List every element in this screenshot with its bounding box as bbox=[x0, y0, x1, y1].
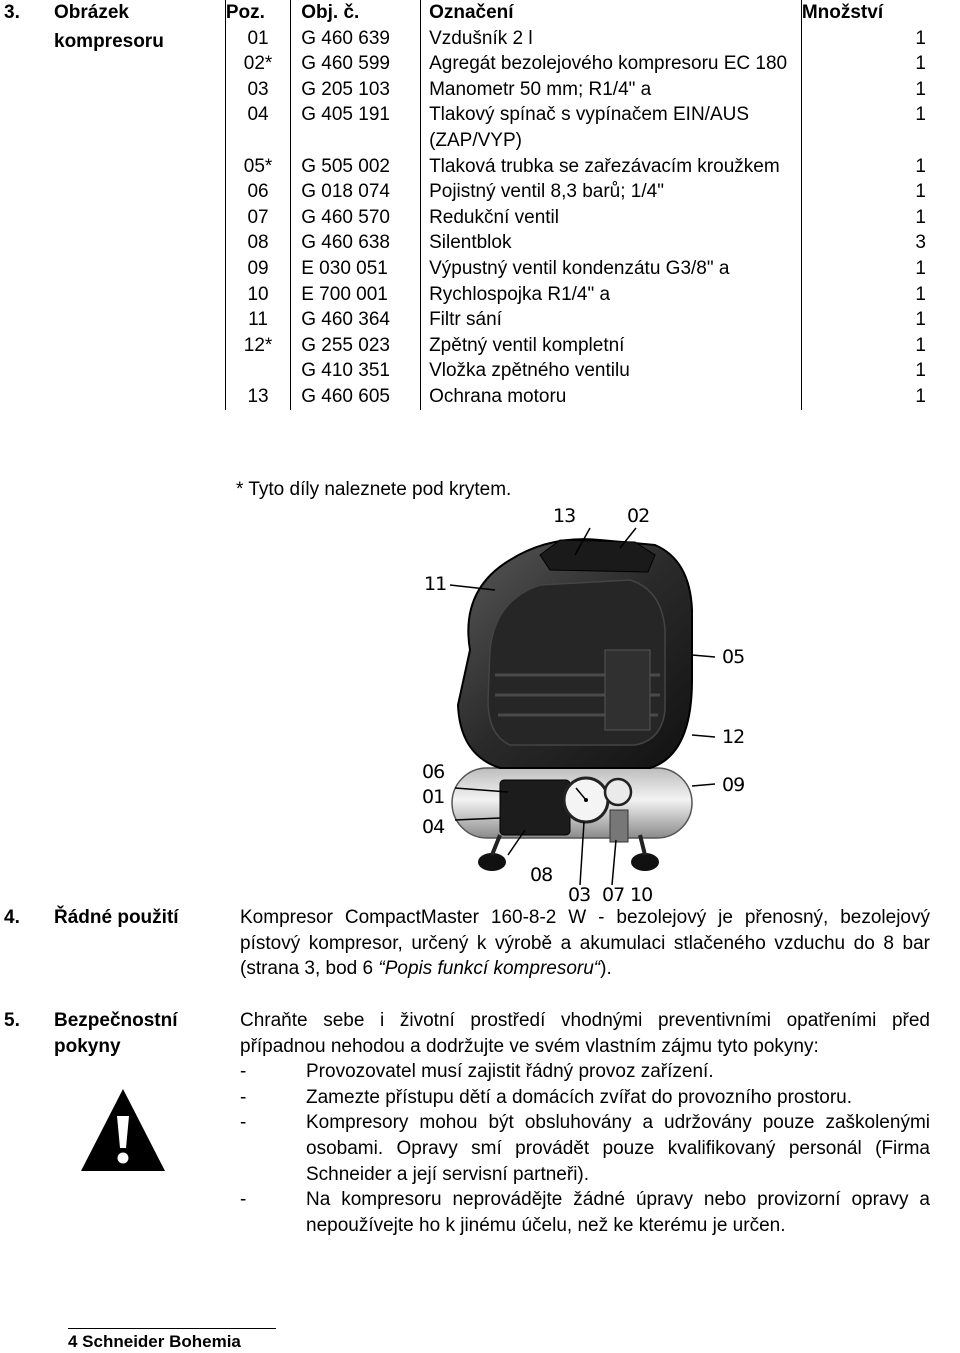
hood-side-panel bbox=[605, 650, 650, 730]
position-cell: 04 bbox=[225, 102, 290, 153]
table-row bbox=[0, 282, 960, 308]
position-cell bbox=[225, 358, 290, 384]
designation-cell: Tlakový spínač s vypínačem EIN/AUS (ZAP/VYP) bbox=[421, 102, 802, 153]
bullet-dash: - bbox=[240, 1189, 247, 1211]
bullet-text: Na kompresoru neprovádějte žádné úpravy nebo provizorní opravy a nepoužívejte ho k jinému účelu, než ke kterému je určen. bbox=[306, 1189, 930, 1236]
designation-cell: Výpustný ventil kondenzátu G3/8" a bbox=[421, 256, 802, 282]
section-3-title-line2: kompresoru bbox=[54, 31, 164, 52]
table-row-spacer bbox=[0, 179, 225, 205]
position-cell: 10 bbox=[225, 282, 290, 308]
parts-table-body bbox=[0, 26, 960, 410]
bullet-text: Kompresory mohou být obsluhovány a udržovány pouze zaškolenými osobami. Opravy smí provádět pouze kvalifikovaný personál (Firma Schneider a její servisní partneři). bbox=[306, 1112, 930, 1185]
table-row-spacer bbox=[0, 358, 225, 384]
callout-07: 07 bbox=[602, 884, 625, 906]
bullet-dash: - bbox=[240, 1061, 247, 1083]
callout-10: 10 bbox=[630, 884, 653, 906]
table-row-spacer bbox=[0, 282, 225, 308]
table-row bbox=[0, 333, 960, 359]
designation-cell: Rychlospojka R1/4" a bbox=[421, 282, 802, 308]
table-row-spacer bbox=[0, 333, 225, 359]
quantity-cell: 1 bbox=[801, 307, 960, 333]
exclamation-triangle-icon bbox=[78, 1086, 168, 1174]
quantity-cell: 1 bbox=[801, 384, 960, 410]
section-4-title: Řádné použití bbox=[54, 907, 179, 928]
table-row bbox=[0, 384, 960, 410]
section-4-text bbox=[240, 905, 930, 982]
table-header-row bbox=[0, 0, 960, 26]
position-cell: 13 bbox=[225, 384, 290, 410]
order-number-cell: G 460 364 bbox=[291, 307, 421, 333]
section-4-text-italic: “Popis funkcí kompresoru“ bbox=[378, 958, 601, 980]
position-cell: 12* bbox=[225, 333, 290, 359]
order-number-cell: E 700 001 bbox=[291, 282, 421, 308]
position-cell: 08 bbox=[225, 230, 290, 256]
compressor-figure bbox=[400, 500, 760, 905]
callout-12: 12 bbox=[722, 726, 745, 748]
callout-02: 02 bbox=[627, 505, 650, 527]
column-header-quantity: Množství bbox=[801, 0, 960, 26]
section-5-title-line1: Bezpečnostní bbox=[54, 1010, 178, 1031]
section-3-title-line1: Obrázek bbox=[54, 2, 129, 23]
table-row bbox=[0, 179, 960, 205]
section-3-number: 3. bbox=[4, 2, 20, 23]
safety-bullet-item bbox=[240, 1059, 930, 1085]
safety-bullet-item bbox=[240, 1110, 930, 1187]
table-row-spacer bbox=[0, 51, 225, 77]
section-5-intro: Chraňte sebe i životní prostředí vhodnými preventivními opatřeními před případnou nehodou a dodržujte ve svém vlastním zájmu tyto pokyny: bbox=[240, 1010, 930, 1057]
callout-01: 01 bbox=[422, 786, 445, 808]
order-number-cell: G 410 351 bbox=[291, 358, 421, 384]
order-number-cell: G 460 639 bbox=[291, 26, 421, 52]
designation-cell: Agregát bezolejového kompresoru EC 180 bbox=[421, 51, 802, 77]
order-number-cell: G 460 605 bbox=[291, 384, 421, 410]
table-row bbox=[0, 358, 960, 384]
designation-cell: Vzdušník 2 l bbox=[421, 26, 802, 52]
quantity-cell: 1 bbox=[801, 333, 960, 359]
section-4-text-a: Kompresor CompactMaster 160-8-2 W - bezolejový je přenosný, bezolejový pístový kompresor, určený k výrobě a akumulaci stlačeného vzduchu do 8 bar (strana 3, bod 6 bbox=[240, 907, 930, 980]
bullet-text: Zamezte přístupu dětí a domácích zvířat do provozního prostoru. bbox=[306, 1086, 852, 1108]
column-header-designation: Označení bbox=[421, 0, 802, 26]
bullet-text: Provozovatel musí zajistit řádný provoz zařízení. bbox=[306, 1061, 714, 1083]
quantity-cell: 1 bbox=[801, 256, 960, 282]
table-row bbox=[0, 51, 960, 77]
position-cell: 06 bbox=[225, 179, 290, 205]
order-number-cell: G 255 023 bbox=[291, 333, 421, 359]
callout-11: 11 bbox=[424, 573, 447, 595]
designation-cell: Manometr 50 mm; R1/4" a bbox=[421, 77, 802, 103]
pressure-switch bbox=[500, 780, 570, 835]
quantity-cell: 1 bbox=[801, 26, 960, 52]
section-5-body bbox=[240, 1008, 930, 1238]
callout-04: 04 bbox=[422, 816, 445, 838]
table-row-spacer bbox=[0, 307, 225, 333]
safety-bullet-item bbox=[240, 1085, 930, 1111]
parts-table bbox=[0, 0, 960, 410]
quantity-cell: 3 bbox=[801, 230, 960, 256]
footer-text: 4 Schneider Bohemia bbox=[68, 1332, 241, 1351]
safety-bullet-list bbox=[240, 1059, 930, 1238]
column-header-order-number: Obj. č. bbox=[291, 0, 421, 26]
callout-05: 05 bbox=[722, 646, 745, 668]
section-3-heading bbox=[0, 0, 225, 26]
table-row bbox=[0, 77, 960, 103]
footer-rule bbox=[68, 1328, 276, 1329]
table-row-spacer bbox=[0, 384, 225, 410]
order-number-cell: G 460 638 bbox=[291, 230, 421, 256]
designation-cell: Redukční ventil bbox=[421, 205, 802, 231]
designation-cell: Ochrana motoru bbox=[421, 384, 802, 410]
order-number-cell: G 205 103 bbox=[291, 77, 421, 103]
rubber-foot-right bbox=[631, 853, 659, 871]
quick-coupling bbox=[610, 810, 628, 842]
quantity-cell: 1 bbox=[801, 205, 960, 231]
designation-cell: Silentblok bbox=[421, 230, 802, 256]
pressure-gauge-2 bbox=[605, 779, 631, 805]
order-number-cell: G 018 074 bbox=[291, 179, 421, 205]
order-number-cell: G 405 191 bbox=[291, 102, 421, 153]
designation-cell: Vložka zpětného ventilu bbox=[421, 358, 802, 384]
callout-13: 13 bbox=[553, 505, 576, 527]
bullet-dash: - bbox=[240, 1086, 247, 1108]
callout-06: 06 bbox=[422, 761, 445, 783]
designation-cell: Tlaková trubka se zařezávacím kroužkem bbox=[421, 154, 802, 180]
callout-08: 08 bbox=[530, 864, 553, 886]
section-5-number: 5. bbox=[4, 1010, 20, 1031]
position-cell: 07 bbox=[225, 205, 290, 231]
section-4-number: 4. bbox=[4, 907, 20, 928]
quantity-cell: 1 bbox=[801, 77, 960, 103]
position-cell: 11 bbox=[225, 307, 290, 333]
carry-handle bbox=[540, 540, 655, 572]
position-cell: 03 bbox=[225, 77, 290, 103]
order-number-cell: G 460 570 bbox=[291, 205, 421, 231]
order-number-cell: G 505 002 bbox=[291, 154, 421, 180]
table-row-spacer bbox=[0, 154, 225, 180]
table-row bbox=[0, 205, 960, 231]
designation-cell: Filtr sání bbox=[421, 307, 802, 333]
table-row-spacer bbox=[0, 77, 225, 103]
section-4-text-b: ). bbox=[600, 958, 612, 980]
position-cell: 01 bbox=[225, 26, 290, 52]
quantity-cell: 1 bbox=[801, 282, 960, 308]
designation-cell: Zpětný ventil kompletní bbox=[421, 333, 802, 359]
table-row bbox=[0, 102, 960, 153]
table-row bbox=[0, 256, 960, 282]
table-row-spacer bbox=[0, 102, 225, 153]
table-row-spacer bbox=[0, 256, 225, 282]
table-row bbox=[0, 230, 960, 256]
quantity-cell: 1 bbox=[801, 102, 960, 153]
order-number-cell: E 030 051 bbox=[291, 256, 421, 282]
quantity-cell: 1 bbox=[801, 179, 960, 205]
table-row bbox=[0, 154, 960, 180]
quantity-cell: 1 bbox=[801, 358, 960, 384]
order-number-cell: G 460 599 bbox=[291, 51, 421, 77]
quantity-cell: 1 bbox=[801, 51, 960, 77]
designation-cell: Pojistný ventil 8,3 barů; 1/4" bbox=[421, 179, 802, 205]
position-cell: 05* bbox=[225, 154, 290, 180]
table-row-spacer bbox=[0, 205, 225, 231]
position-cell: 02* bbox=[225, 51, 290, 77]
rubber-foot-left bbox=[478, 853, 506, 871]
section-5-title-line2: pokyny bbox=[54, 1036, 121, 1057]
quantity-cell: 1 bbox=[801, 154, 960, 180]
bullet-dash: - bbox=[240, 1112, 247, 1134]
table-footnote: * Tyto díly naleznete pod krytem. bbox=[236, 479, 512, 500]
position-cell: 09 bbox=[225, 256, 290, 282]
callout-03: 03 bbox=[568, 884, 591, 906]
column-header-position: Poz. bbox=[225, 0, 290, 26]
callout-09: 09 bbox=[722, 774, 745, 796]
safety-bullet-item bbox=[240, 1187, 930, 1238]
table-row bbox=[0, 307, 960, 333]
table-row-spacer bbox=[0, 230, 225, 256]
